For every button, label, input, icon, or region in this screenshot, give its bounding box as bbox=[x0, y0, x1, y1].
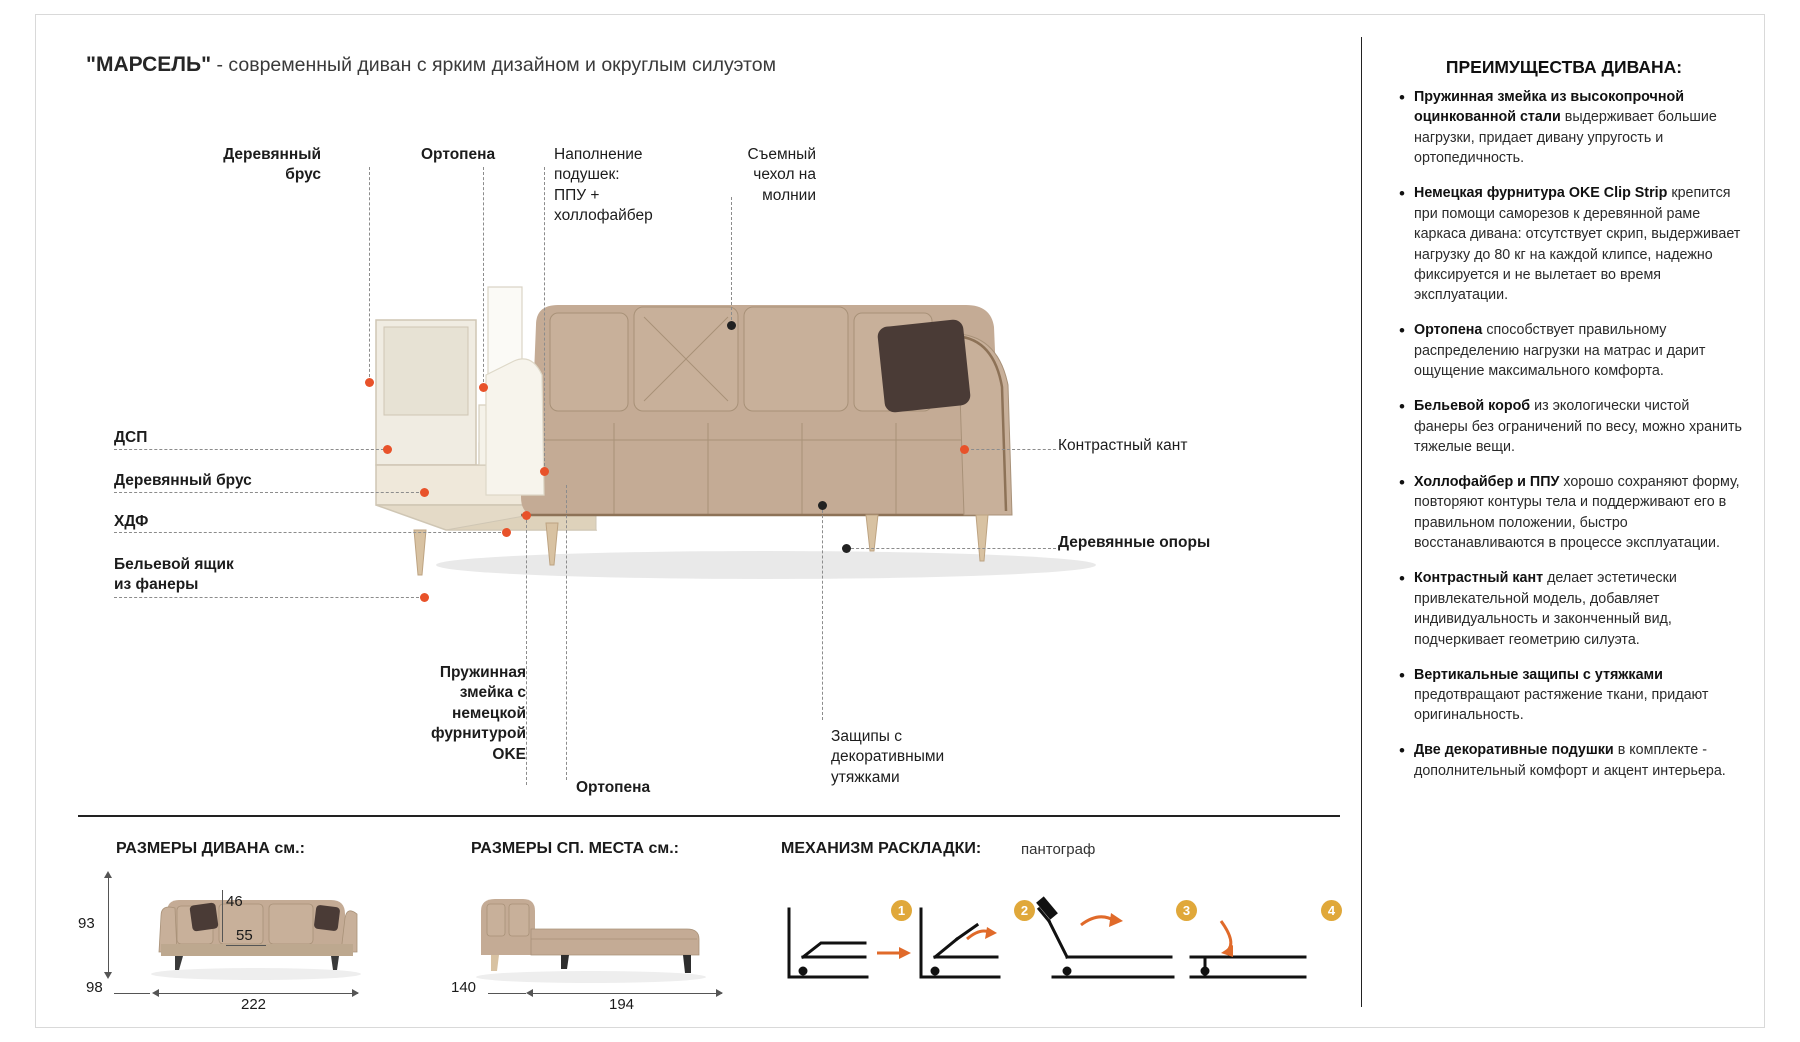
advantages-title: ПРЕИМУЩЕСТВА ДИВАНА: bbox=[1445, 57, 1683, 77]
callout-spring-snake: Пружинная змейка с немецкой фурнитурой OKE bbox=[431, 664, 526, 763]
leader-orthopedic-top bbox=[483, 167, 484, 387]
dim-sleep-width: 140 bbox=[451, 979, 477, 996]
leader-contrast-piping bbox=[966, 449, 1056, 450]
dot-contrast-piping bbox=[960, 445, 969, 454]
advantage-item bbox=[1397, 472, 1747, 554]
panel-divider bbox=[1361, 37, 1362, 1007]
callout-removable-cover: Съемный чехол на молнии bbox=[747, 146, 816, 204]
leader-wooden-legs bbox=[846, 548, 1056, 549]
dim-seat-height: 46 bbox=[226, 893, 243, 910]
arrow-height-up bbox=[104, 871, 112, 878]
advantages-list bbox=[1397, 87, 1747, 796]
step-badge-3: 3 bbox=[1176, 900, 1197, 921]
dot-wooden-beam-top bbox=[365, 378, 374, 387]
dot-spring-snake bbox=[522, 511, 531, 520]
dot-dsp bbox=[383, 445, 392, 454]
arrow-width-left bbox=[152, 989, 159, 997]
dimline-width bbox=[158, 993, 358, 994]
callout-wooden-beam-left: Деревянный брус bbox=[114, 472, 252, 489]
mechanism-title: МЕХАНИЗМ РАСКЛАДКИ: bbox=[781, 840, 982, 857]
bottom-divider bbox=[78, 815, 1340, 817]
dim-sleep-length: 194 bbox=[609, 996, 635, 1013]
dot-linen-box bbox=[420, 593, 429, 602]
callout-orthopedic-foam-bottom: Ортопена bbox=[576, 779, 651, 796]
leader-removable-cover bbox=[731, 197, 732, 325]
advantage-term: Пружинная змейка из высокопрочной оцинкованной стали bbox=[1414, 89, 1685, 126]
sleeping-place-figure bbox=[461, 877, 721, 987]
leader-dsp bbox=[114, 449, 389, 450]
sofa-illustration bbox=[336, 265, 1136, 595]
dim-height: 93 bbox=[78, 915, 95, 932]
leader-hdf bbox=[114, 532, 506, 533]
dimline-sleep-width bbox=[488, 993, 526, 994]
leader-pillow-filling bbox=[544, 167, 545, 471]
left-panel bbox=[36, 15, 1361, 1027]
arrow-sleep-right bbox=[716, 989, 723, 997]
advantage-item bbox=[1397, 87, 1747, 169]
model-tagline: - современный диван с ярким дизайном и округлым силуэтом bbox=[216, 54, 777, 76]
advantage-item bbox=[1397, 740, 1747, 781]
advantage-item bbox=[1397, 183, 1747, 306]
advantage-term: Контрастный кант bbox=[1414, 570, 1544, 587]
step-badge-4: 4 bbox=[1321, 900, 1342, 921]
leader-spring-snake bbox=[526, 515, 527, 785]
dot-clips bbox=[818, 501, 827, 510]
advantage-text: выдерживает большие нагрузки, придает дивану упругость и ортопедичность. bbox=[1414, 109, 1717, 167]
dot-wooden-legs bbox=[842, 544, 851, 553]
step-badge-2: 2 bbox=[1014, 900, 1035, 921]
callout-dsp: ДСП bbox=[114, 429, 148, 446]
advantage-term: Вертикальные защипы с утяжками bbox=[1414, 666, 1663, 683]
page-title bbox=[86, 53, 776, 77]
advantage-term: Ортопена bbox=[1414, 322, 1483, 339]
sofa-dimensions-figure bbox=[131, 870, 381, 985]
advantage-item bbox=[1397, 320, 1747, 381]
dimline-seat-depth bbox=[226, 945, 266, 946]
advantage-text: предотвращают растяжение ткани, придают оригинальность. bbox=[1414, 686, 1709, 724]
step-badge-1: 1 bbox=[891, 900, 912, 921]
advantage-term: Холлофайбер и ППУ bbox=[1414, 474, 1560, 490]
leader-clips bbox=[822, 505, 823, 720]
infographic-page bbox=[35, 14, 1765, 1028]
dimline-sleep-length bbox=[532, 993, 722, 994]
advantage-term: Две декоративные подушки bbox=[1414, 742, 1614, 759]
arrow-height-down bbox=[104, 972, 112, 979]
callout-linen-box: Бельевой ящик из фанеры bbox=[114, 556, 234, 594]
arrow-sleep-left bbox=[526, 989, 533, 997]
mechanism-value: пантограф bbox=[1021, 841, 1096, 858]
dot-pillow-filling bbox=[540, 467, 549, 476]
advantage-item bbox=[1397, 665, 1747, 726]
callout-wooden-legs: Деревянные опоры bbox=[1058, 534, 1211, 551]
dimline-seat-height bbox=[222, 890, 223, 942]
sleeping-place-title: РАЗМЕРЫ СП. МЕСТА см.: bbox=[471, 840, 679, 857]
advantages-panel bbox=[1379, 15, 1749, 1027]
advantage-term: Бельевой короб bbox=[1414, 398, 1531, 415]
callout-contrast-piping: Контрастный кант bbox=[1058, 437, 1188, 454]
model-name: "МАРСЕЛЬ" bbox=[86, 53, 212, 76]
advantage-text: способствует правильному распределению нагрузки на матрас и дарит ощущение максимального комфорта. bbox=[1414, 322, 1706, 380]
advantage-text: хорошо сохраняют форму, повторяют контуры тела и поддерживают его в правильном положении, быстро восстанавливаются в процессе эксплуатации. bbox=[1414, 474, 1740, 552]
dot-orthopedic-top bbox=[479, 383, 488, 392]
advantage-item bbox=[1397, 568, 1747, 650]
advantage-text: делает эстетически привлекательной модель, добавляет индивидуальность и законченный вид, подчеркивает геометрию силуэта. bbox=[1414, 570, 1677, 648]
sofa-dimensions-title: РАЗМЕРЫ ДИВАНА см.: bbox=[116, 840, 305, 857]
dim-width: 222 bbox=[241, 996, 267, 1013]
dot-wooden-beam-left bbox=[420, 488, 429, 497]
dim-seat-depth: 55 bbox=[236, 927, 253, 944]
mechanism-steps-figure bbox=[781, 895, 1311, 995]
advantage-item bbox=[1397, 396, 1747, 457]
callout-pillow-filling: Наполнение подушек: ППУ + холлофайбер bbox=[554, 146, 653, 225]
advantage-term: Немецкая фурнитура OKE Clip Strip bbox=[1414, 185, 1668, 202]
leader-wooden-beam-left bbox=[114, 492, 424, 493]
callout-clips: Защипы с декоративными утяжками bbox=[831, 728, 945, 786]
callout-hdf: ХДФ bbox=[114, 513, 149, 530]
callout-wooden-beam-top: Деревянный брус bbox=[223, 146, 321, 184]
arrow-width-right bbox=[352, 989, 359, 997]
advantage-text: крепится при помощи саморезов к деревянной раме каркаса дивана: отсутствует скрип, выдерживает нагрузку до 80 кг на каждой клипсе, надежно фиксируется и не вылетает во время эксплуатации. bbox=[1414, 185, 1741, 304]
dimline-height bbox=[108, 877, 109, 972]
dimline-depth bbox=[114, 993, 150, 994]
dot-removable-cover bbox=[727, 321, 736, 330]
leader-orthopedic-bottom bbox=[566, 485, 567, 780]
callout-orthopedic-foam-top: Ортопена bbox=[421, 146, 496, 163]
dim-depth: 98 bbox=[86, 979, 103, 996]
dot-hdf bbox=[502, 528, 511, 537]
leader-wooden-beam-top bbox=[369, 167, 370, 382]
leader-linen-box bbox=[114, 597, 424, 598]
advantage-text: в комплекте - дополнительный комфорт и акцент интерьера. bbox=[1414, 742, 1726, 779]
advantage-text: из экологически чистой фанеры без ограничений по весу, можно хранить тяжелые вещи. bbox=[1414, 398, 1742, 456]
